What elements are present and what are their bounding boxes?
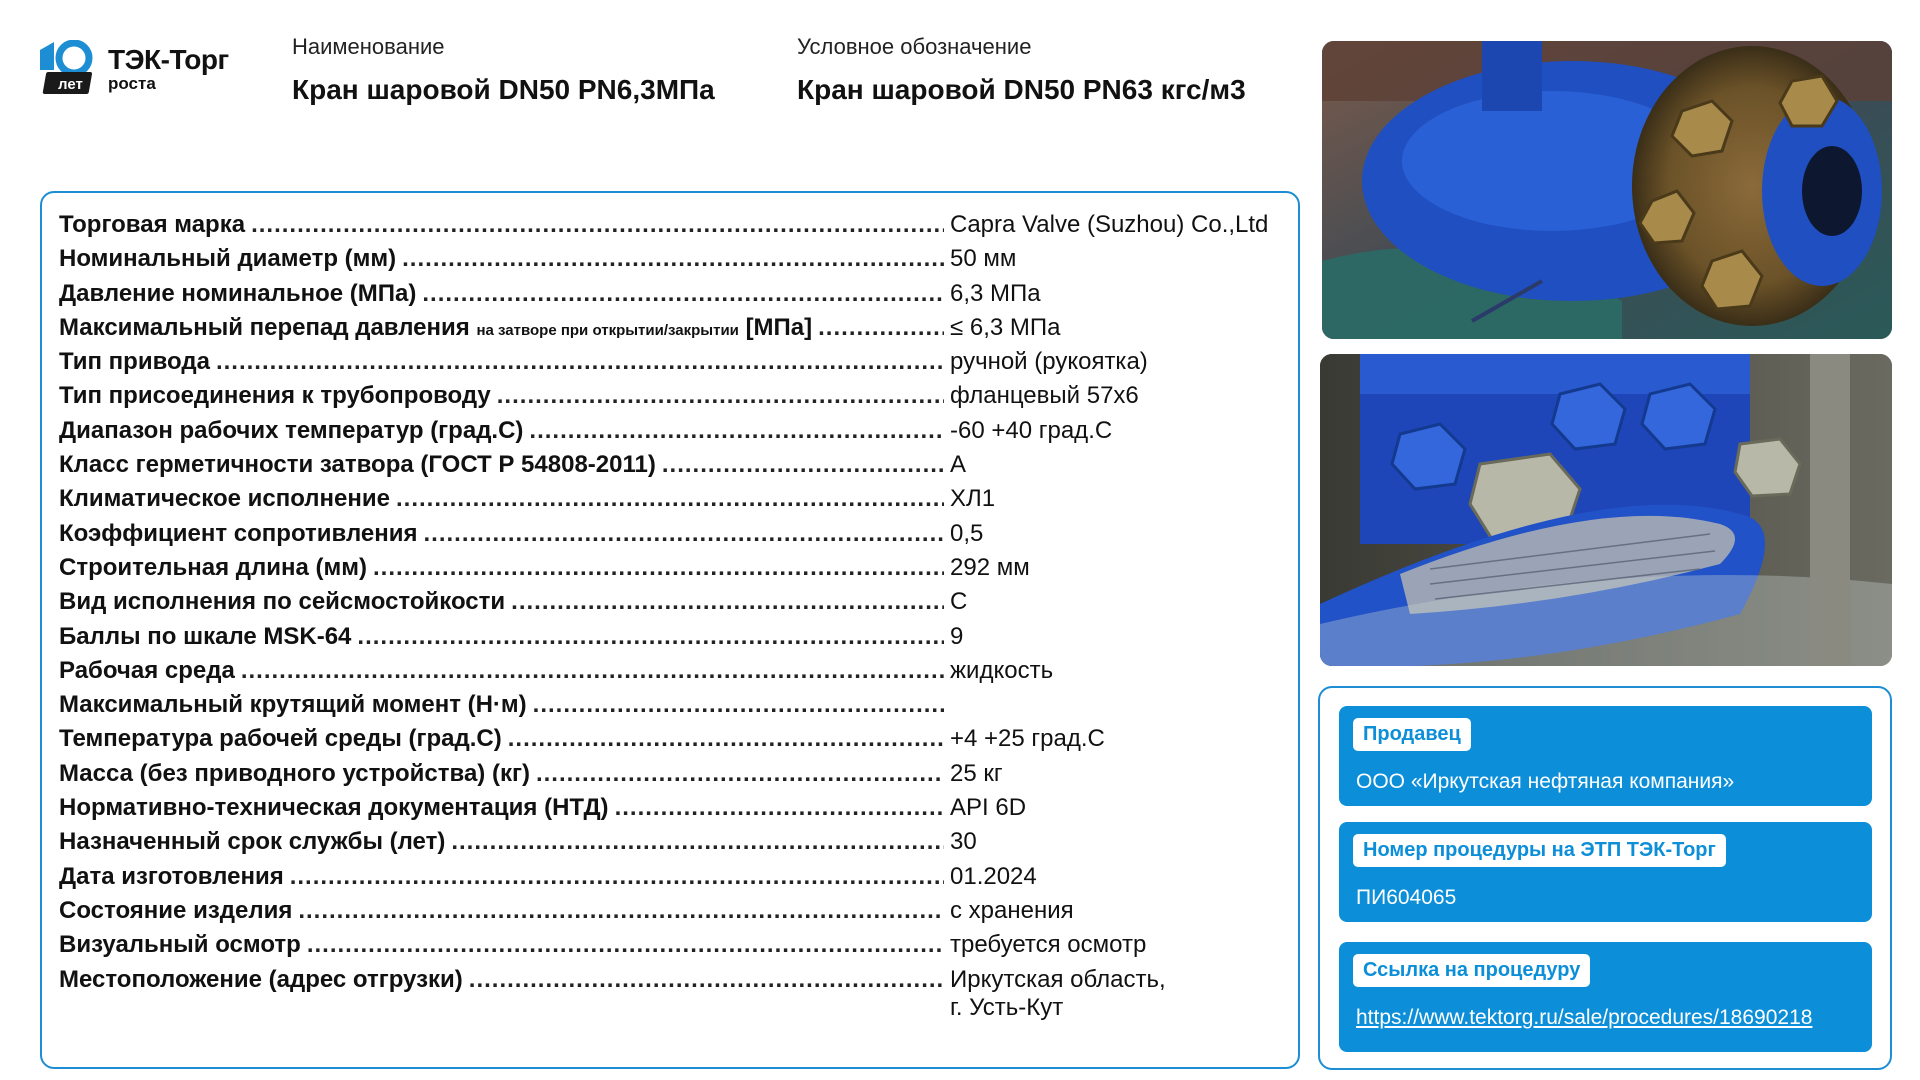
product-photo-nameplate	[1320, 354, 1892, 666]
product-name-block	[292, 34, 715, 106]
logo-company-name: ТЭК-Торг	[108, 44, 229, 75]
spec-row	[59, 931, 1282, 965]
spec-value: с хранения	[950, 896, 1074, 924]
dot-leader	[396, 485, 944, 513]
spec-row	[59, 691, 1282, 725]
spec-value: требуется осмотр	[950, 931, 1147, 959]
product-code-label: Условное обозначение	[797, 34, 1032, 59]
valve-nameplate-image	[1320, 354, 1892, 666]
spec-row	[59, 280, 1282, 314]
product-photo-flange	[1322, 41, 1892, 339]
procedure-link-card	[1339, 942, 1872, 1052]
trade-info-panel	[1318, 686, 1892, 1070]
spec-label: Тип привода	[59, 348, 210, 376]
spec-row	[59, 760, 1282, 794]
spec-value: +4 +25 град.С	[950, 725, 1105, 753]
spec-label: Максимальный перепад давления	[59, 313, 470, 341]
spec-label: Номинальный диаметр (мм)	[59, 245, 397, 273]
spec-row	[59, 623, 1282, 657]
spec-label-note: на затворе при открытии/закрытии	[476, 321, 739, 339]
dot-leader	[241, 657, 944, 685]
dot-leader	[216, 348, 944, 376]
spec-value: А	[950, 451, 967, 479]
spec-row	[59, 245, 1282, 279]
spec-label: Коэффициент сопротивления	[59, 519, 418, 547]
spec-label-composite	[59, 314, 812, 342]
spec-row	[59, 965, 1282, 1021]
spec-row	[59, 417, 1282, 451]
logo-growth-text: роста	[108, 74, 156, 93]
spec-row	[59, 657, 1282, 691]
spec-value: 9	[950, 622, 964, 650]
dot-leader	[497, 382, 944, 410]
spec-value: 6,3 МПа	[950, 279, 1041, 307]
spec-value: фланцевый 57x6	[950, 382, 1139, 410]
spec-label: Состояние изделия	[59, 896, 293, 924]
spec-value: ручной (рукоятка)	[950, 348, 1148, 376]
spec-row	[59, 588, 1282, 622]
dot-leader	[529, 417, 944, 445]
spec-value: ≤ 6,3 МПа	[950, 313, 1061, 341]
dot-leader	[662, 451, 944, 479]
product-name-value: Кран шаровой DN50 PN6,3МПа	[292, 74, 715, 105]
dot-leader	[818, 314, 944, 342]
dot-leader	[373, 554, 944, 582]
dot-leader	[422, 280, 944, 308]
spec-value-multiline	[950, 966, 1282, 1022]
spec-label: Тип присоединения к трубопроводу	[59, 382, 491, 410]
spec-value: жидкость	[950, 656, 1054, 684]
spec-value: 292 мм	[950, 553, 1030, 581]
dot-leader	[615, 794, 944, 822]
dot-leader	[508, 725, 944, 753]
spec-label: Назначенный срок службы (лет)	[59, 828, 446, 856]
seller-tag: Продавец	[1353, 718, 1471, 751]
spec-label: Баллы по шкале MSK-64	[59, 622, 352, 650]
seller-value: ООО «Иркутская нефтяная компания»	[1356, 770, 1735, 793]
spec-row	[59, 520, 1282, 554]
logo-years-text: лет	[58, 76, 83, 93]
procedure-link-tag: Ссылка на процедуру	[1353, 954, 1590, 987]
spec-value: 30	[950, 828, 977, 856]
spec-value: 50 мм	[950, 245, 1017, 273]
spec-label: Климатическое исполнение	[59, 485, 390, 513]
company-logo	[38, 40, 248, 96]
spec-row	[59, 554, 1282, 588]
spec-row	[59, 211, 1282, 245]
specifications-panel	[40, 191, 1300, 1069]
procedure-number-card	[1339, 822, 1872, 922]
procedure-number-tag: Номер процедуры на ЭТП ТЭК-Торг	[1353, 834, 1726, 867]
spec-row	[59, 451, 1282, 485]
spec-row	[59, 382, 1282, 416]
dot-leader	[469, 966, 944, 994]
spec-row	[59, 725, 1282, 759]
product-code-value: Кран шаровой DN50 PN63 кгс/м3	[797, 74, 1246, 105]
spec-label: Строительная длина (мм)	[59, 553, 368, 581]
spec-label-unit: [МПа]	[745, 313, 813, 341]
product-name-label: Наименование	[292, 34, 445, 59]
spec-label: Масса (без приводного устройства) (кг)	[59, 759, 530, 787]
spec-value: Capra Valve (Suzhou) Co.,Ltd	[950, 211, 1269, 238]
spec-row	[59, 348, 1282, 382]
spec-label: Местоположение (адрес отгрузки)	[59, 965, 463, 993]
spec-row	[59, 794, 1282, 828]
spec-row	[59, 897, 1282, 931]
spec-row	[59, 485, 1282, 519]
procedure-number-value: ПИ604065	[1356, 886, 1457, 909]
seller-card	[1339, 706, 1872, 806]
spec-value: С	[950, 588, 968, 616]
spec-label: Нормативно-техническая документация (НТД)	[59, 794, 609, 822]
spec-label: Визуальный осмотр	[59, 931, 301, 959]
spec-label: Температура рабочей среды (град.С)	[59, 725, 502, 753]
dot-leader	[533, 691, 944, 719]
spec-value: ХЛ1	[950, 485, 996, 513]
spec-row	[59, 828, 1282, 862]
spec-label: Класс герметичности затвора (ГОСТ Р 54808-2011)	[59, 451, 656, 479]
dot-leader	[423, 520, 944, 548]
spec-label: Дата изготовления	[59, 862, 284, 890]
dot-leader	[251, 211, 944, 239]
dot-leader	[357, 623, 944, 651]
valve-flange-image	[1322, 41, 1892, 339]
spec-row	[59, 314, 1282, 348]
spec-label: Торговая марка	[59, 211, 246, 238]
spec-value: API 6D	[950, 794, 1027, 822]
spec-value: 01.2024	[950, 862, 1037, 890]
dot-leader	[451, 828, 944, 856]
dot-leader	[402, 245, 944, 273]
spec-value: Иркутская область,	[950, 965, 1166, 993]
spec-label: Рабочая среда	[59, 656, 235, 684]
spec-value: -60 +40 град.С	[950, 416, 1113, 444]
spec-value-line2: г. Усть-Кут	[950, 993, 1064, 1021]
dot-leader	[290, 863, 944, 891]
procedure-link[interactable]: https://www.tektorg.ru/sale/procedures/18690218	[1356, 1006, 1813, 1029]
spec-value: 25 кг	[950, 759, 1003, 787]
spec-label: Диапазон рабочих температур (град.С)	[59, 416, 524, 444]
dot-leader	[536, 760, 944, 788]
spec-value: 0,5	[950, 519, 984, 547]
product-code-block	[797, 34, 1246, 106]
dot-leader	[307, 931, 944, 959]
spec-label: Максимальный крутящий момент (Н·м)	[59, 691, 527, 719]
spec-row	[59, 863, 1282, 897]
dot-leader	[298, 897, 944, 925]
spec-label: Давление номинальное (МПа)	[59, 279, 417, 307]
spec-label: Вид исполнения по сейсмостойкости	[59, 588, 506, 616]
dot-leader	[511, 588, 944, 616]
